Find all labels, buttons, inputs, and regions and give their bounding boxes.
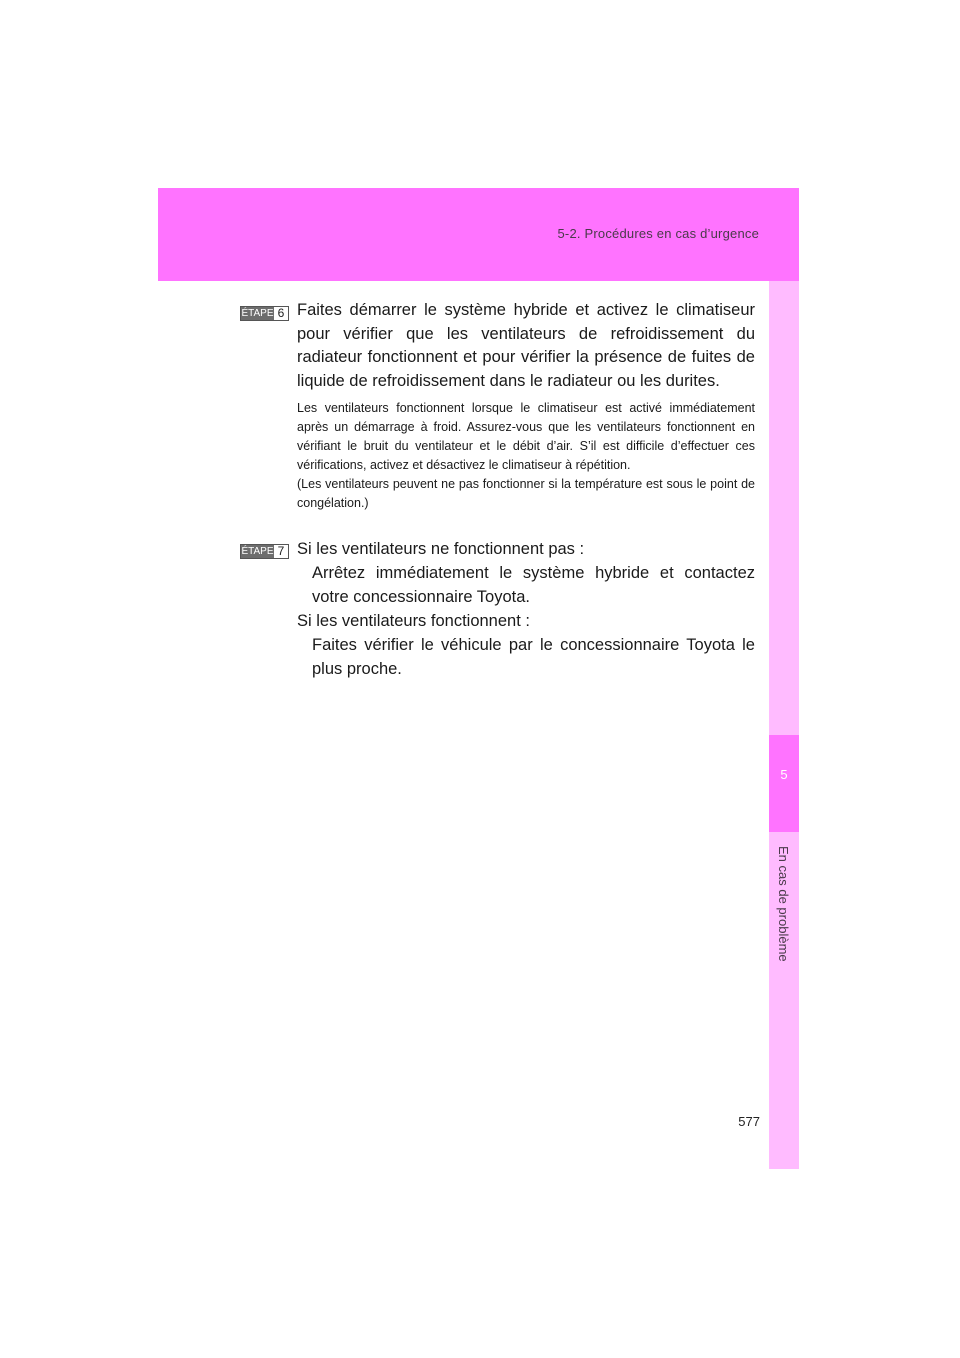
- note-paragraph: Les ventilateurs fonctionnent lorsque le climatiseur est activé immédiatement après un démarrage à froid. Assurez-vous que les ventilateurs fonctionnent en vérifiant le bruit du ventilateur et le débit d’air. S’il est difficile d’effectuer ces vérifications, activez et désactivez le climatiseur à répétition.: [297, 401, 755, 472]
- step-badge-label: ÉTAPE: [241, 546, 274, 557]
- note-paragraph: (Les ventilateurs peuvent ne pas fonctionner si la température est sous le point de congélation.): [297, 477, 755, 510]
- step-badge-6: [240, 306, 289, 321]
- side-tab: [769, 281, 799, 1169]
- chapter-title-text: En cas de problème: [776, 846, 791, 962]
- section-title: 5-2. Procédures en cas d’urgence: [557, 226, 759, 241]
- step-badge-number: 7: [274, 545, 288, 558]
- chapter-title: [769, 846, 799, 962]
- step-7-case-2-text: Faites vérifier le véhicule par le concessionnaire Toyota le plus proche.: [312, 636, 755, 678]
- step-7-case-1-label: Si les ventilateurs ne fonctionnent pas :: [297, 540, 585, 558]
- page-number: 577: [738, 1114, 760, 1129]
- chapter-number: 5: [780, 767, 788, 782]
- step-6-note: [297, 399, 755, 513]
- step-7-case-1-text: Arrêtez immédiatement le système hybride et contactez votre concessionnaire Toyota.: [312, 564, 755, 606]
- header-band: [158, 188, 799, 281]
- chapter-tab: [769, 735, 799, 832]
- step-badge-number: 6: [274, 307, 288, 320]
- step-badge-label: ÉTAPE: [241, 308, 274, 319]
- step-6-text: Faites démarrer le système hybride et activez le climatiseur pour vérifier que les ventilateurs de refroidissement du radiateur fonctionnent et pour vérifier la présence de fuites de liquide de refroidissement dans le radiateur ou les durites.: [297, 301, 755, 390]
- step-badge-7: [240, 544, 289, 559]
- step-7-case-2-label: Si les ventilateurs fonctionnent :: [297, 612, 530, 630]
